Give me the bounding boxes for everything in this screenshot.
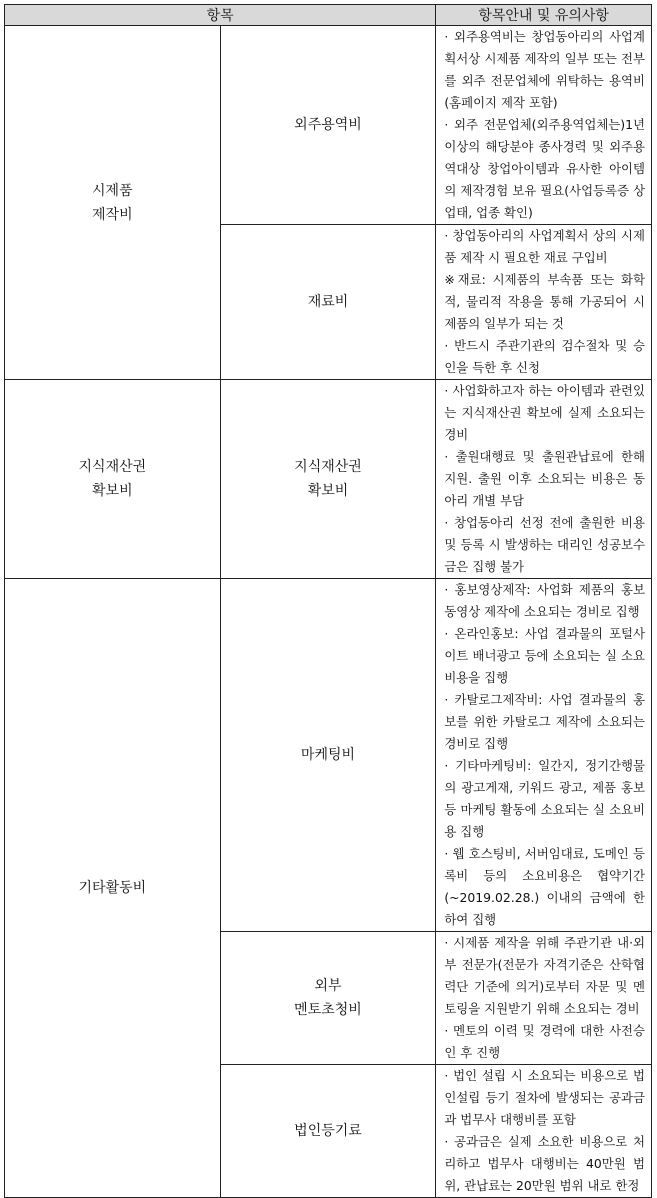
subitem-cell: 외주용역비: [220, 26, 436, 225]
subitem-cell: 마케팅비: [220, 579, 436, 932]
description-line: · 웹 호스팅비, 서버임대료, 도메인 등록비 등의 소요비용은 협약기간(~2019.02.28.) 이내의 금액에 한하여 집행: [444, 846, 645, 927]
description-line: · 기타마케팅비: 일간지, 정기간행물의 광고게재, 키워드 광고, 제품 홍보 등 마케팅 활동에 소요되는 실 소요비용 집행: [444, 758, 645, 839]
description-line: · 멘토의 이력 및 경력에 대한 사전승인 후 진행: [444, 1023, 645, 1060]
description-cell: [436, 380, 652, 579]
description-line: · 창업동아리의 사업계획서 상의 시제품 제작 시 필요한 재료 구입비: [444, 228, 645, 265]
description-line: · 반드시 주관기관의 검수절차 및 승인을 득한 후 신청: [444, 338, 645, 375]
description-line: · 시제품 제작을 위해 주관기관 내·외부 전문가(전문가 자격기준은 산학협력단 기준에 의거)로부터 자문 및 멘토링을 지원받기 위해 소요되는 경비: [444, 935, 645, 1016]
table-row: [5, 579, 652, 932]
subitem-cell: 지식재산권 확보비: [220, 380, 436, 579]
category-cell: 지식재산권 확보비: [5, 380, 221, 579]
table-header-row: [5, 5, 652, 26]
description-cell: [436, 225, 652, 380]
description-line: · 사업화하고자 하는 아이템과 관련있는 지식재산권 확보에 실제 소요되는 경비: [444, 383, 645, 442]
category-cell: 시제품 제작비: [5, 26, 221, 380]
category-cell: 기타활동비: [5, 579, 221, 1198]
description-line: ※재료: 시제품의 부속품 또는 화학적, 물리적 작용을 통해 가공되어 시제품의 일부가 되는 것: [444, 272, 645, 331]
expense-table: [4, 4, 652, 1198]
description-cell: [436, 579, 652, 932]
description-line: · 창업동아리 선정 전에 출원한 비용 및 등록 시 발생하는 대리인 성공보수금은 집행 불가: [444, 515, 645, 574]
subitem-cell: 법인등기료: [220, 1065, 436, 1198]
table-row: [5, 380, 652, 579]
table-row: [5, 26, 652, 225]
description-line: · 공과금은 실제 소요한 비용으로 처리하고 법무사 대행비는 40만원 범위, 관납료는 20만원 범위 내로 한정: [444, 1134, 645, 1193]
header-item: 항목: [5, 5, 436, 26]
header-guide: 항목안내 및 유의사항: [436, 5, 652, 26]
subitem-cell: 재료비: [220, 225, 436, 380]
description-line: · 출원대행료 및 출원관납료에 한해 지원. 출원 이후 소요되는 비용은 동아리 개별 부담: [444, 449, 645, 508]
subitem-cell: 외부 멘토초청비: [220, 932, 436, 1065]
description-line: · 카탈로그제작비: 사업 결과물의 홍보를 위한 카탈로그 제작에 소요되는 경비로 집행: [444, 692, 645, 751]
description-line: · 법인 설립 시 소요되는 비용으로 법인설립 등기 절차에 발생되는 공과금과 법무사 대행비를 포함: [444, 1068, 645, 1127]
description-line: · 외주 전문업체(외주용역업체는)1년 이상의 해당분야 종사경력 및 외주용역대상 창업아이템과 유사한 아이템의 제작경험 보유 필요(사업등록증 상 업태, 업종 확인): [444, 117, 645, 220]
description-line: · 온라인홍보: 사업 결과물의 포털사이트 배너광고 등에 소요되는 실 소요비용을 집행: [444, 626, 645, 685]
description-cell: [436, 932, 652, 1065]
description-line: · 홍보영상제작: 사업화 제품의 홍보 동영상 제작에 소요되는 경비로 집행: [444, 582, 645, 619]
description-line: · 외주용역비는 창업동아리의 사업계획서상 시제품 제작의 일부 또는 전부를 외주 전문업체에 위탁하는 용역비(홈페이지 제작 포함): [444, 29, 645, 110]
description-cell: [436, 26, 652, 225]
description-cell: [436, 1065, 652, 1198]
